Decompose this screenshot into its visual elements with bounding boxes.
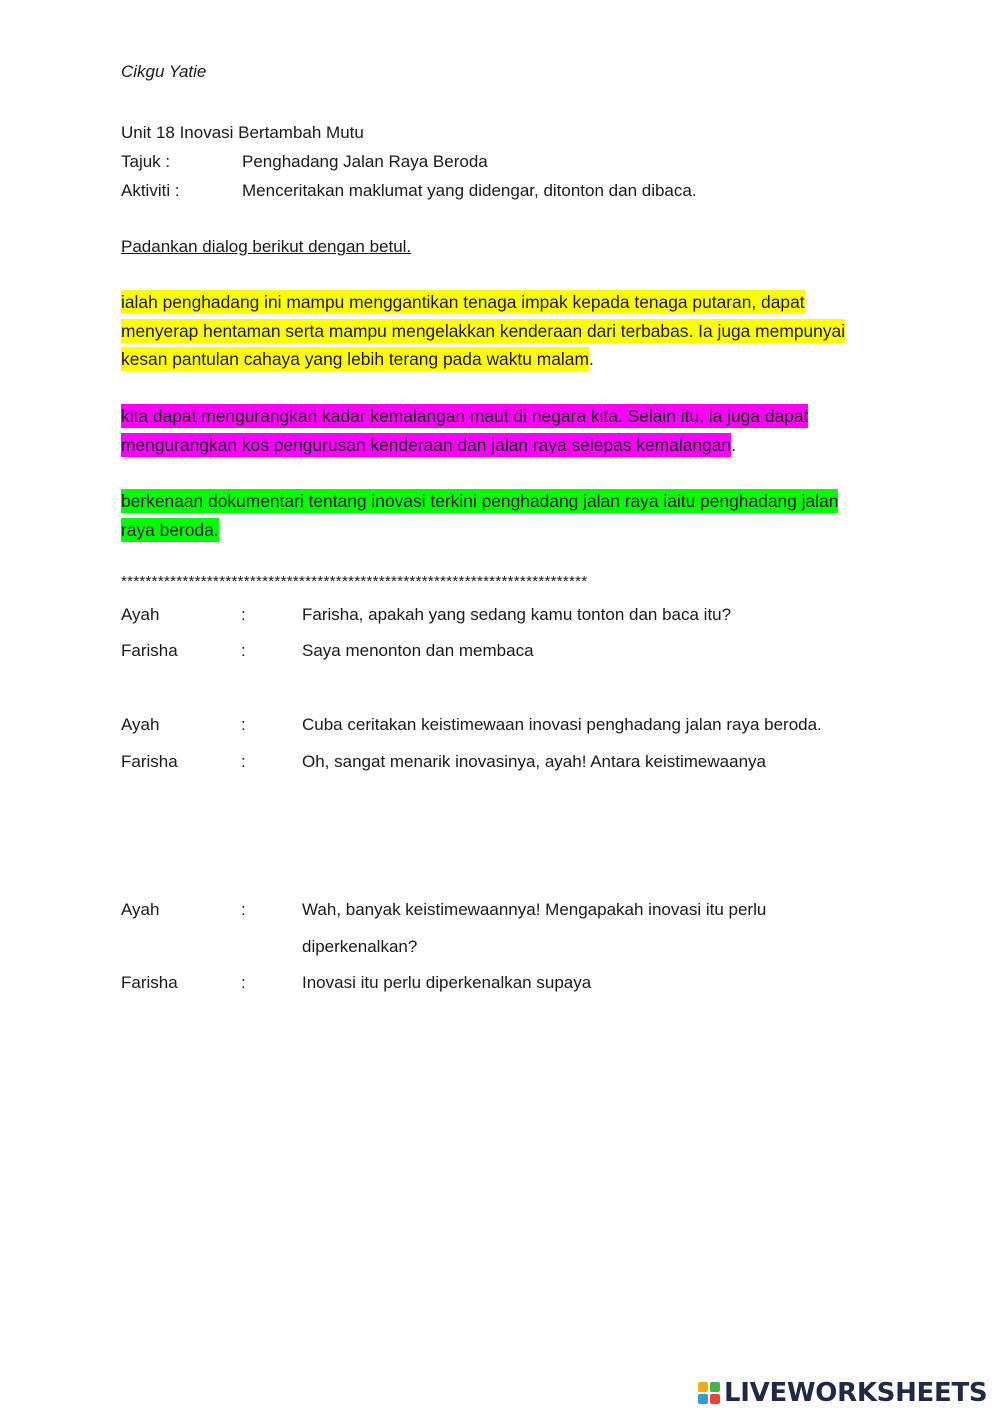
dialogue-line: Inovasi itu perlu diperkenalkan supaya <box>302 973 592 992</box>
option-magenta-text: kita dapat mengurangkan kadar kemalangan maut di negara kita. Selain itu, ia juga dapat mengurangkan kos pengurusan kenderaan dan jalan raya selepas kemalangan <box>121 406 809 455</box>
speaker-colon: : <box>241 752 246 771</box>
aktiviti-label: Aktiviti : <box>121 181 180 200</box>
logo-square <box>710 1382 720 1392</box>
tajuk-value: Penghadang Jalan Raya Beroda <box>242 152 488 171</box>
speaker-name: Ayah <box>121 605 160 624</box>
unit-title: Unit 18 Inovasi Bertambah Mutu <box>121 123 364 142</box>
speaker-colon: : <box>241 973 246 992</box>
option-magenta[interactable] <box>121 402 861 459</box>
speaker-colon: : <box>241 641 246 660</box>
author-name: Cikgu Yatie <box>121 62 207 81</box>
logo-square <box>710 1394 720 1404</box>
speaker-name: Farisha <box>121 641 178 660</box>
option-magenta-tail: . <box>731 434 736 455</box>
instruction-text: Padankan dialog berikut dengan betul. <box>121 237 412 256</box>
dialogue-line-continued: diperkenalkan? <box>302 937 418 956</box>
dialogue-line: Saya menonton dan membaca <box>302 641 534 660</box>
option-green[interactable] <box>121 487 861 544</box>
dialogue-line: Oh, sangat menarik inovasinya, ayah! Antara keistimewaanya <box>302 752 766 771</box>
aktiviti-value: Menceritakan maklumat yang didengar, ditonton dan dibaca. <box>242 181 697 200</box>
speaker-colon: : <box>241 900 246 919</box>
dialogue-line: Cuba ceritakan keistimewaan inovasi penghadang jalan raya beroda. <box>302 715 822 734</box>
dialogue-line: Wah, banyak keistimewaannya! Mengapakah inovasi itu perlu <box>302 900 767 919</box>
brand-name: LIVEWORKSHEETS <box>724 1378 988 1408</box>
option-yellow-tail: . <box>588 349 594 370</box>
option-yellow-text: ialah penghadang ini mampu menggantikan tenaga impak kepada tenaga putaran, dapat menyerap hentaman serta mampu mengelakkan kenderaan dari terbabas. Ia juga mempunyai kesan pantulan cahaya yang lebih terang pada waktu malam <box>121 292 846 370</box>
dialogue-line: Farisha, apakah yang sedang kamu tonton dan baca itu? <box>302 605 732 624</box>
speaker-colon: : <box>241 715 246 734</box>
tajuk-label: Tajuk : <box>121 152 171 171</box>
speaker-name: Ayah <box>121 715 160 734</box>
option-green-text: berkenaan dokumentari tentang inovasi terkini penghadang jalan raya iaitu penghadang jalan raya beroda. <box>121 491 839 540</box>
speaker-colon: : <box>241 605 246 624</box>
option-yellow[interactable] <box>121 288 861 374</box>
liveworksheets-brand <box>698 1377 987 1409</box>
speaker-name: Farisha <box>121 973 178 992</box>
speaker-name: Ayah <box>121 900 160 919</box>
liveworksheets-logo-icon <box>698 1382 720 1404</box>
logo-square <box>698 1394 708 1404</box>
speaker-name: Farisha <box>121 752 178 771</box>
logo-square <box>698 1382 708 1392</box>
separator-line: **************************************************************************** <box>121 573 588 590</box>
